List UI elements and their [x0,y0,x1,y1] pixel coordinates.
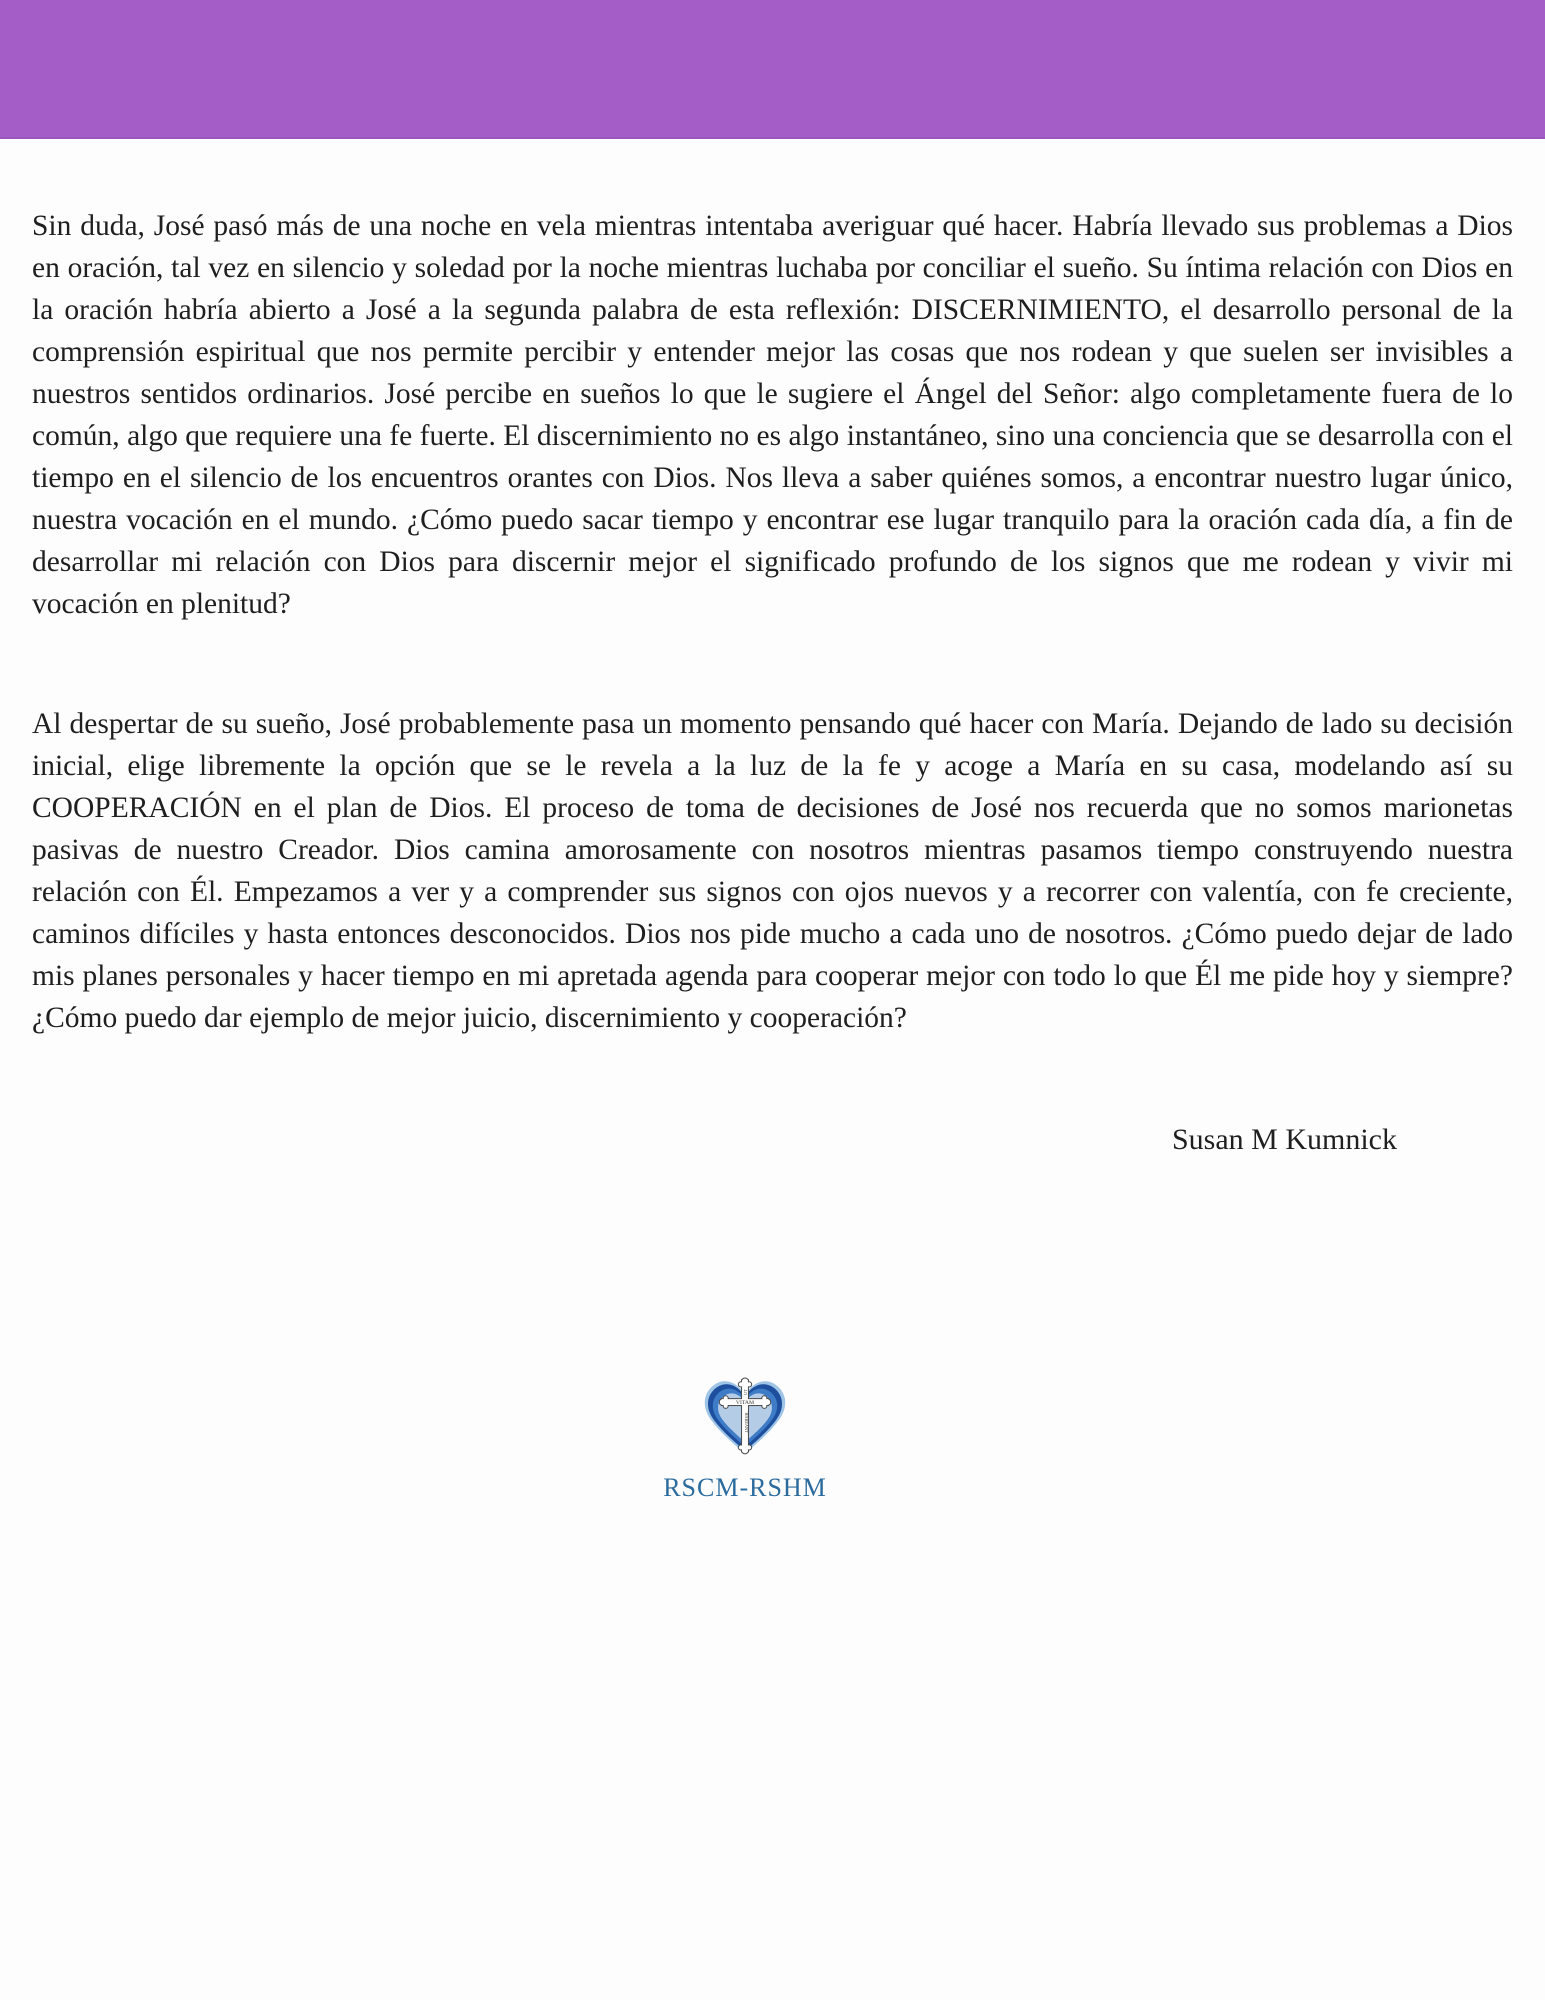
header-band [0,0,1545,139]
document-body [0,139,1545,1039]
author-signature: Susan M Kumnick [1172,1123,1397,1156]
heart-cross-logo [699,1373,791,1463]
motto-ut-text: UT [742,1389,748,1396]
footer-logo-block [625,1373,865,1503]
paragraph-cooperacion: Al despertar de su sueño, José probablemente pasa un momento pensando qué hacer con María. Dejando de lado su decisión inicial, elige libremente la opción que se le revela a la luz de la fe y acoge a María en su casa, modelando así su COOPERACIÓN en el plan de Dios. El proceso de toma de decisiones de José nos recuerda que no somos marionetas pasivas de nuestro Creador. Dios camina amorosamente con nosotros mientras pasamos tiempo construyendo nuestra relación con Él. Empezamos a ver y a comprender sus signos con ojos nuevos y a recorrer con valentía, con fe creciente, caminos difíciles y hasta entonces desconocidos. Dios nos pide mucho a cada uno de nosotros. ¿Cómo puedo dejar de lado mis planes personales y hacer tiempo en mi apretada agenda para cooperar mejor con todo lo que Él me pide hoy y siempre? ¿Cómo puedo dar ejemplo de mejor juicio, discernimiento y cooperación? [32,708,1513,1034]
motto-vitam-text: VITAM [735,1400,755,1407]
paragraph-discernimiento: Sin duda, José pasó más de una noche en vela mientras intentaba averiguar qué hacer. Habría llevado sus problemas a Dios en oración, tal vez en silencio y soledad por la noche mientras luchaba por conciliar el sueño. Su íntima relación con Dios en la oración habría abierto a José a la segunda palabra de esta reflexión: DISCERNIMIENTO, el desarrollo personal de la comprensión espiritual que nos permite percibir y entender mejor las cosas que nos rodean y que suelen ser invisibles a nuestros sentidos ordinarios. José percibe en sueños lo que le sugiere el Ángel del Señor: algo completamente fuera de lo común, algo que requiere una fe fuerte. El discernimiento no es algo instantáneo, sino una conciencia que se desarrolla con el tiempo en el silencio de los encuentros orantes con Dios. Nos lleva a saber quiénes somos, a encontrar nuestro lugar único, nuestra vocación en el mundo. ¿Cómo puedo sacar tiempo y encontrar ese lugar tranquilo para la oración cada día, a fin de desarrollar mi relación con Dios para discernir mejor el significado profundo de los signos que me rodean y vivir mi vocación en plenitud? [32,210,1513,620]
motto-habeant-text: HABEANT [744,1412,749,1433]
organization-label: RSCM-RSHM [663,1473,827,1502]
